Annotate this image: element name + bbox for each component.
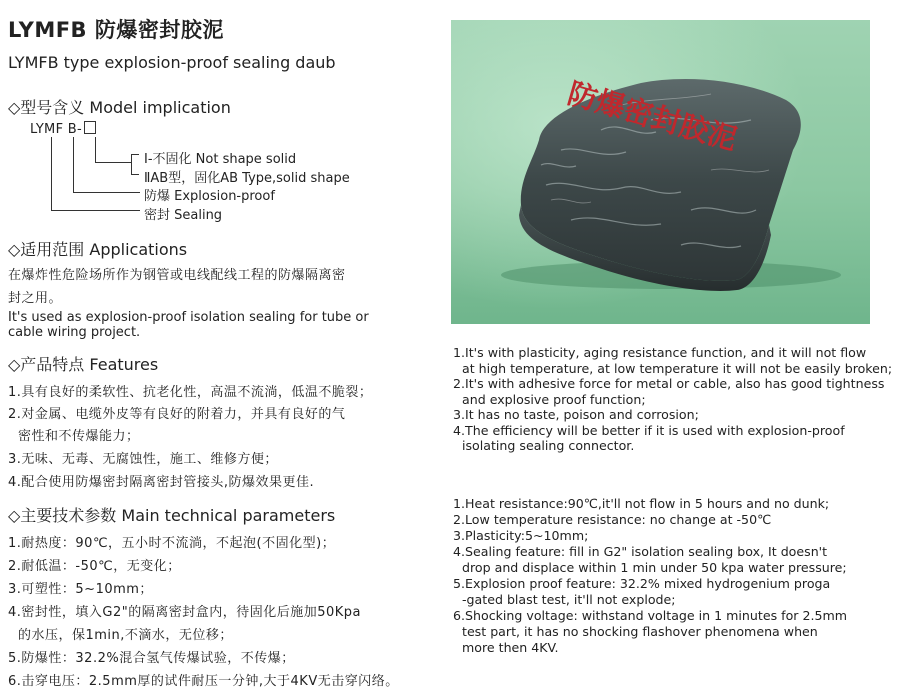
features-cn-line: 1.具有良好的柔软性、抗老化性，高温不流淌，低温不脆裂； xyxy=(8,385,373,400)
parameters-en-line: drop and displace within 1 min under 50 kpa water pressure; xyxy=(462,560,847,575)
product-photo xyxy=(451,20,870,324)
parameters-cn-line: 4.密封性，填入G2"的隔离密封盒内，待固化后施加50Kpa xyxy=(8,605,362,620)
parameters-en-line: 1.Heat resistance:90℃,it'll not flow in 5 hours and no dunk; xyxy=(453,496,830,511)
product-label: 防爆密封胶泥 xyxy=(564,76,741,157)
parameters-en-line: 6.Shocking voltage: withstand voltage in 1 minutes for 2.5mm xyxy=(453,608,848,623)
model-code-text: LYMF B- xyxy=(30,122,82,137)
model-item-3: 防爆 Explosion-proof xyxy=(144,189,275,204)
parameters-cn-line: 1.耐热度：90℃，五小时不流淌，不起泡(不固化型)； xyxy=(8,536,336,551)
features-en-line: 4.The efficiency will be better if it is used with explosion-proof xyxy=(453,422,845,438)
parameters-cn-line: 2.耐低温：-50℃，无变化； xyxy=(8,559,181,574)
parameters-en-line: 4.Sealing feature: fill in G2" isolation sealing box, It doesn't xyxy=(453,544,828,559)
page-subtitle: LYMFB type explosion-proof sealing daub xyxy=(8,53,336,72)
features-en-line: 1.It's with plasticity, aging resistance function, and it will not flow xyxy=(453,345,867,360)
features-cn-line: 2.对金属、电缆外皮等有良好的附着力，并具有良好的气 xyxy=(8,407,346,422)
model-item-1: Ⅰ-不固化 Not shape solid xyxy=(144,152,297,167)
parameters-cn-line: 的水压，保1min,不滴水，无位移； xyxy=(18,628,233,643)
parameters-en-line: 5.Explosion proof feature: 32.2% mixed hydrogenium proga xyxy=(453,576,831,591)
applications-cn-line: 封之用。 xyxy=(8,291,63,306)
parameters-en-line: 3.Plasticity:5~10mm; xyxy=(453,528,589,543)
features-cn-line: 密性和不传爆能力； xyxy=(18,429,140,444)
model-item-4: 密封 Sealing xyxy=(144,208,223,223)
applications-cn-line: 在爆炸性危险场所作为钢管或电线配线工程的防爆隔离密 xyxy=(8,268,346,283)
features-en-line: and explosive proof function; xyxy=(462,391,646,407)
parameters-en-line: more then 4KV. xyxy=(462,640,559,655)
model-code xyxy=(30,121,96,137)
parameters-cn-line: 5.防爆性：32.2%混合氢气传爆试验，不传爆； xyxy=(8,651,295,666)
parameters-cn-line: 6.击穿电压：2.5mm厚的试件耐压一分钟,大于4KV无击穿闪络。 xyxy=(8,674,399,689)
parameters-cn-line: 3.可塑性：5~10mm； xyxy=(8,582,153,597)
model-heading: ◇型号含义 Model implication xyxy=(8,98,231,117)
model-code-box xyxy=(84,121,96,134)
model-item-2: ⅡAB型，固化AB Type,solid shape xyxy=(144,171,350,186)
parameters-heading: ◇主要技术参数 Main technical parameters xyxy=(8,506,336,525)
features-heading: ◇产品特点 Features xyxy=(8,355,159,374)
page-title: LYMFB 防爆密封胶泥 xyxy=(8,18,224,42)
applications-en-line: cable wiring project. xyxy=(8,325,141,340)
features-en-line: 3.It has no taste, poison and corrosion; xyxy=(453,407,699,422)
parameters-en-line: -gated blast test, it'll not explode; xyxy=(462,592,676,607)
applications-heading: ◇适用范围 Applications xyxy=(8,240,188,259)
features-cn-line: 3.无味、无毒、无腐蚀性，施工、维修方便； xyxy=(8,452,278,467)
applications-en-line: It's used as explosion-proof isolation sealing for tube or xyxy=(8,310,369,325)
features-en-line: at high temperature, at low temperature it will not be easily broken; xyxy=(462,360,893,376)
features-cn-line: 4.配合使用防爆密封隔离密封管接头,防爆效果更佳. xyxy=(8,475,315,490)
features-en-line: isolating sealing connector. xyxy=(462,438,635,453)
features-en-line: 2.It's with adhesive force for metal or cable, also has good tightness xyxy=(453,376,885,391)
parameters-en-line: test part, it has no shocking flashover phenomena when xyxy=(462,624,818,639)
parameters-en-line: 2.Low temperature resistance: no change at -50℃ xyxy=(453,512,772,527)
